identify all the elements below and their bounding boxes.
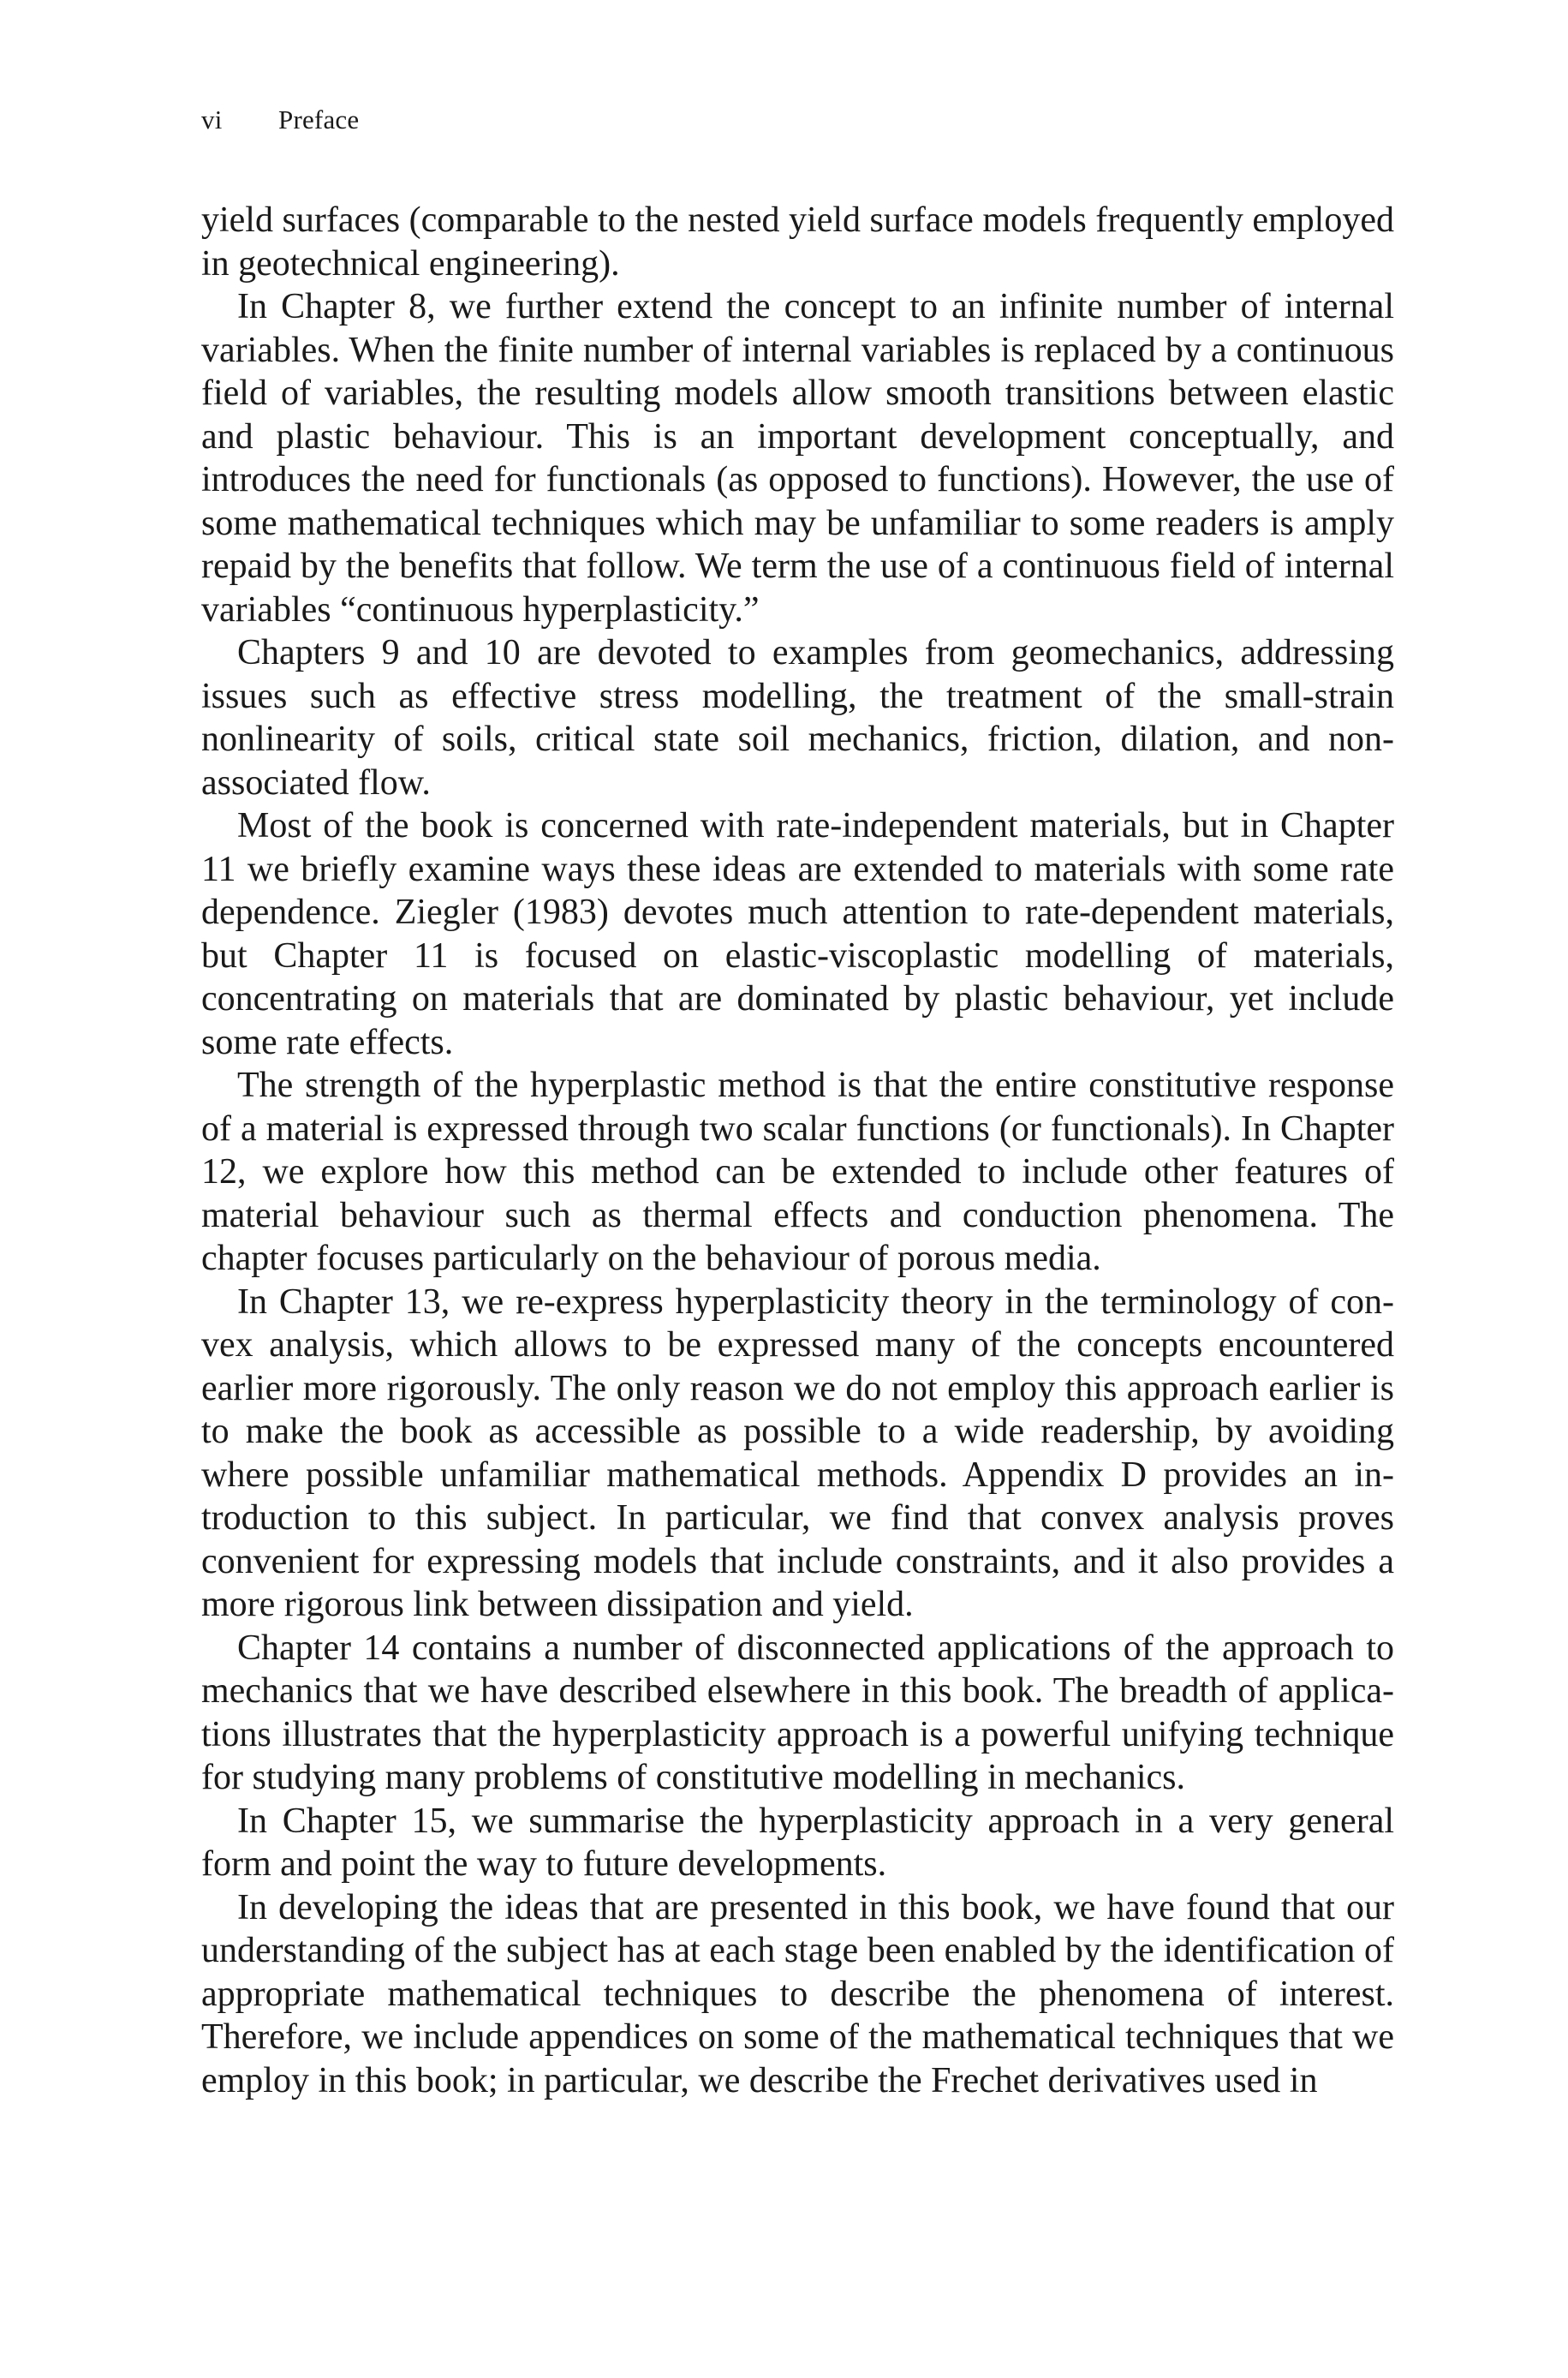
paragraph-chapters-9-10: Chapters 9 and 10 are devoted to examples from geomechanics, addressing issues such as effective stress modelling, the treatment of the small-strain nonlinearity of soils, critical state soil mechanics, friction, dilation, and nonassociated flow. [201,633,1394,803]
running-header [201,105,359,135]
paragraph-continued: yield surfaces (comparable to the nested yield surface models frequently employed in geotechnical engineering). [201,200,1394,284]
running-title: Preface [278,105,360,134]
paragraph-appendices: In developing the ideas that are presented in this book, we have found that our understanding of the subject has at each stage been enabled by the identification of appropriate mathematical techniques to describe the phenomena of interest. Therefore, we include appendices on some of the mathematical techniques that we employ in this book; in particular, we describe the Frechet derivatives used in [201,1887,1394,2100]
paragraph-chapter-14: Chapter 14 contains a number of disconnected applications of the approach to mechanics that we have described elsewhere in this book. The breadth of applications illustrates that the hyperplasticity approach is a powerful unifying technique for studying many problems of constitutive modelling in mechanics. [201,1628,1394,1797]
paragraph-chapter-11: Most of the book is concerned with rate-independent materials, but in Chapter 11 we briefly examine ways these ideas are extended to materials with some rate dependence. Ziegler (1983) devotes much attention to rate-dependent materials, but Chapter 11 is focused on elastic-viscoplastic modelling of materials, concentrating on materials that are dominated by plastic behaviour, yet include some rate effects. [201,806,1394,1062]
paragraph-chapter-15: In Chapter 15, we summarise the hyperplasticity approach in a very general form and point the way to future developments. [201,1801,1394,1884]
paragraph-chapter-12: The strength of the hyperplastic method is that the entire constitutive response of a material is expressed through two scalar functions (or functionals). In Chapter 12, we explore how this method can be extended to include other features of material behaviour such as thermal effects and conduction phenomena. The chapter focuses particularly on the behaviour of porous media. [201,1066,1394,1278]
body-text [201,199,1394,2102]
paragraph-chapter-13: In Chapter 13, we re-express hyperplasticity theory in the terminology of convex analysis, which allows to be expressed many of the concepts encountered earlier more rigorously. The only reason we do not employ this approach earlier is to make the book as accessible as possible to a wide readership, by avoiding where possible unfamiliar mathematical methods. Appendix D provides an introduction to this subject. In particular, we find that convex analysis proves convenient for expressing models that include constraints, and it also provides a more rigorous link between dissipation and yield. [201,1282,1394,1624]
paragraph-chapter-8: In Chapter 8, we further extend the concept to an infinite number of internal variables. When the finite number of internal variables is replaced by a continuous field of variables, the resulting models allow smooth transitions between elastic and plastic behaviour. This is an important development conceptually, and introduces the need for functionals (as opposed to functions). However, the use of some mathematical techniques which may be unfamiliar to some readers is amply repaid by the benefits that follow. We term the use of a continuous field of internal variables “continuous hyperplasticity.” [201,287,1394,630]
page-number: vi [201,105,223,134]
